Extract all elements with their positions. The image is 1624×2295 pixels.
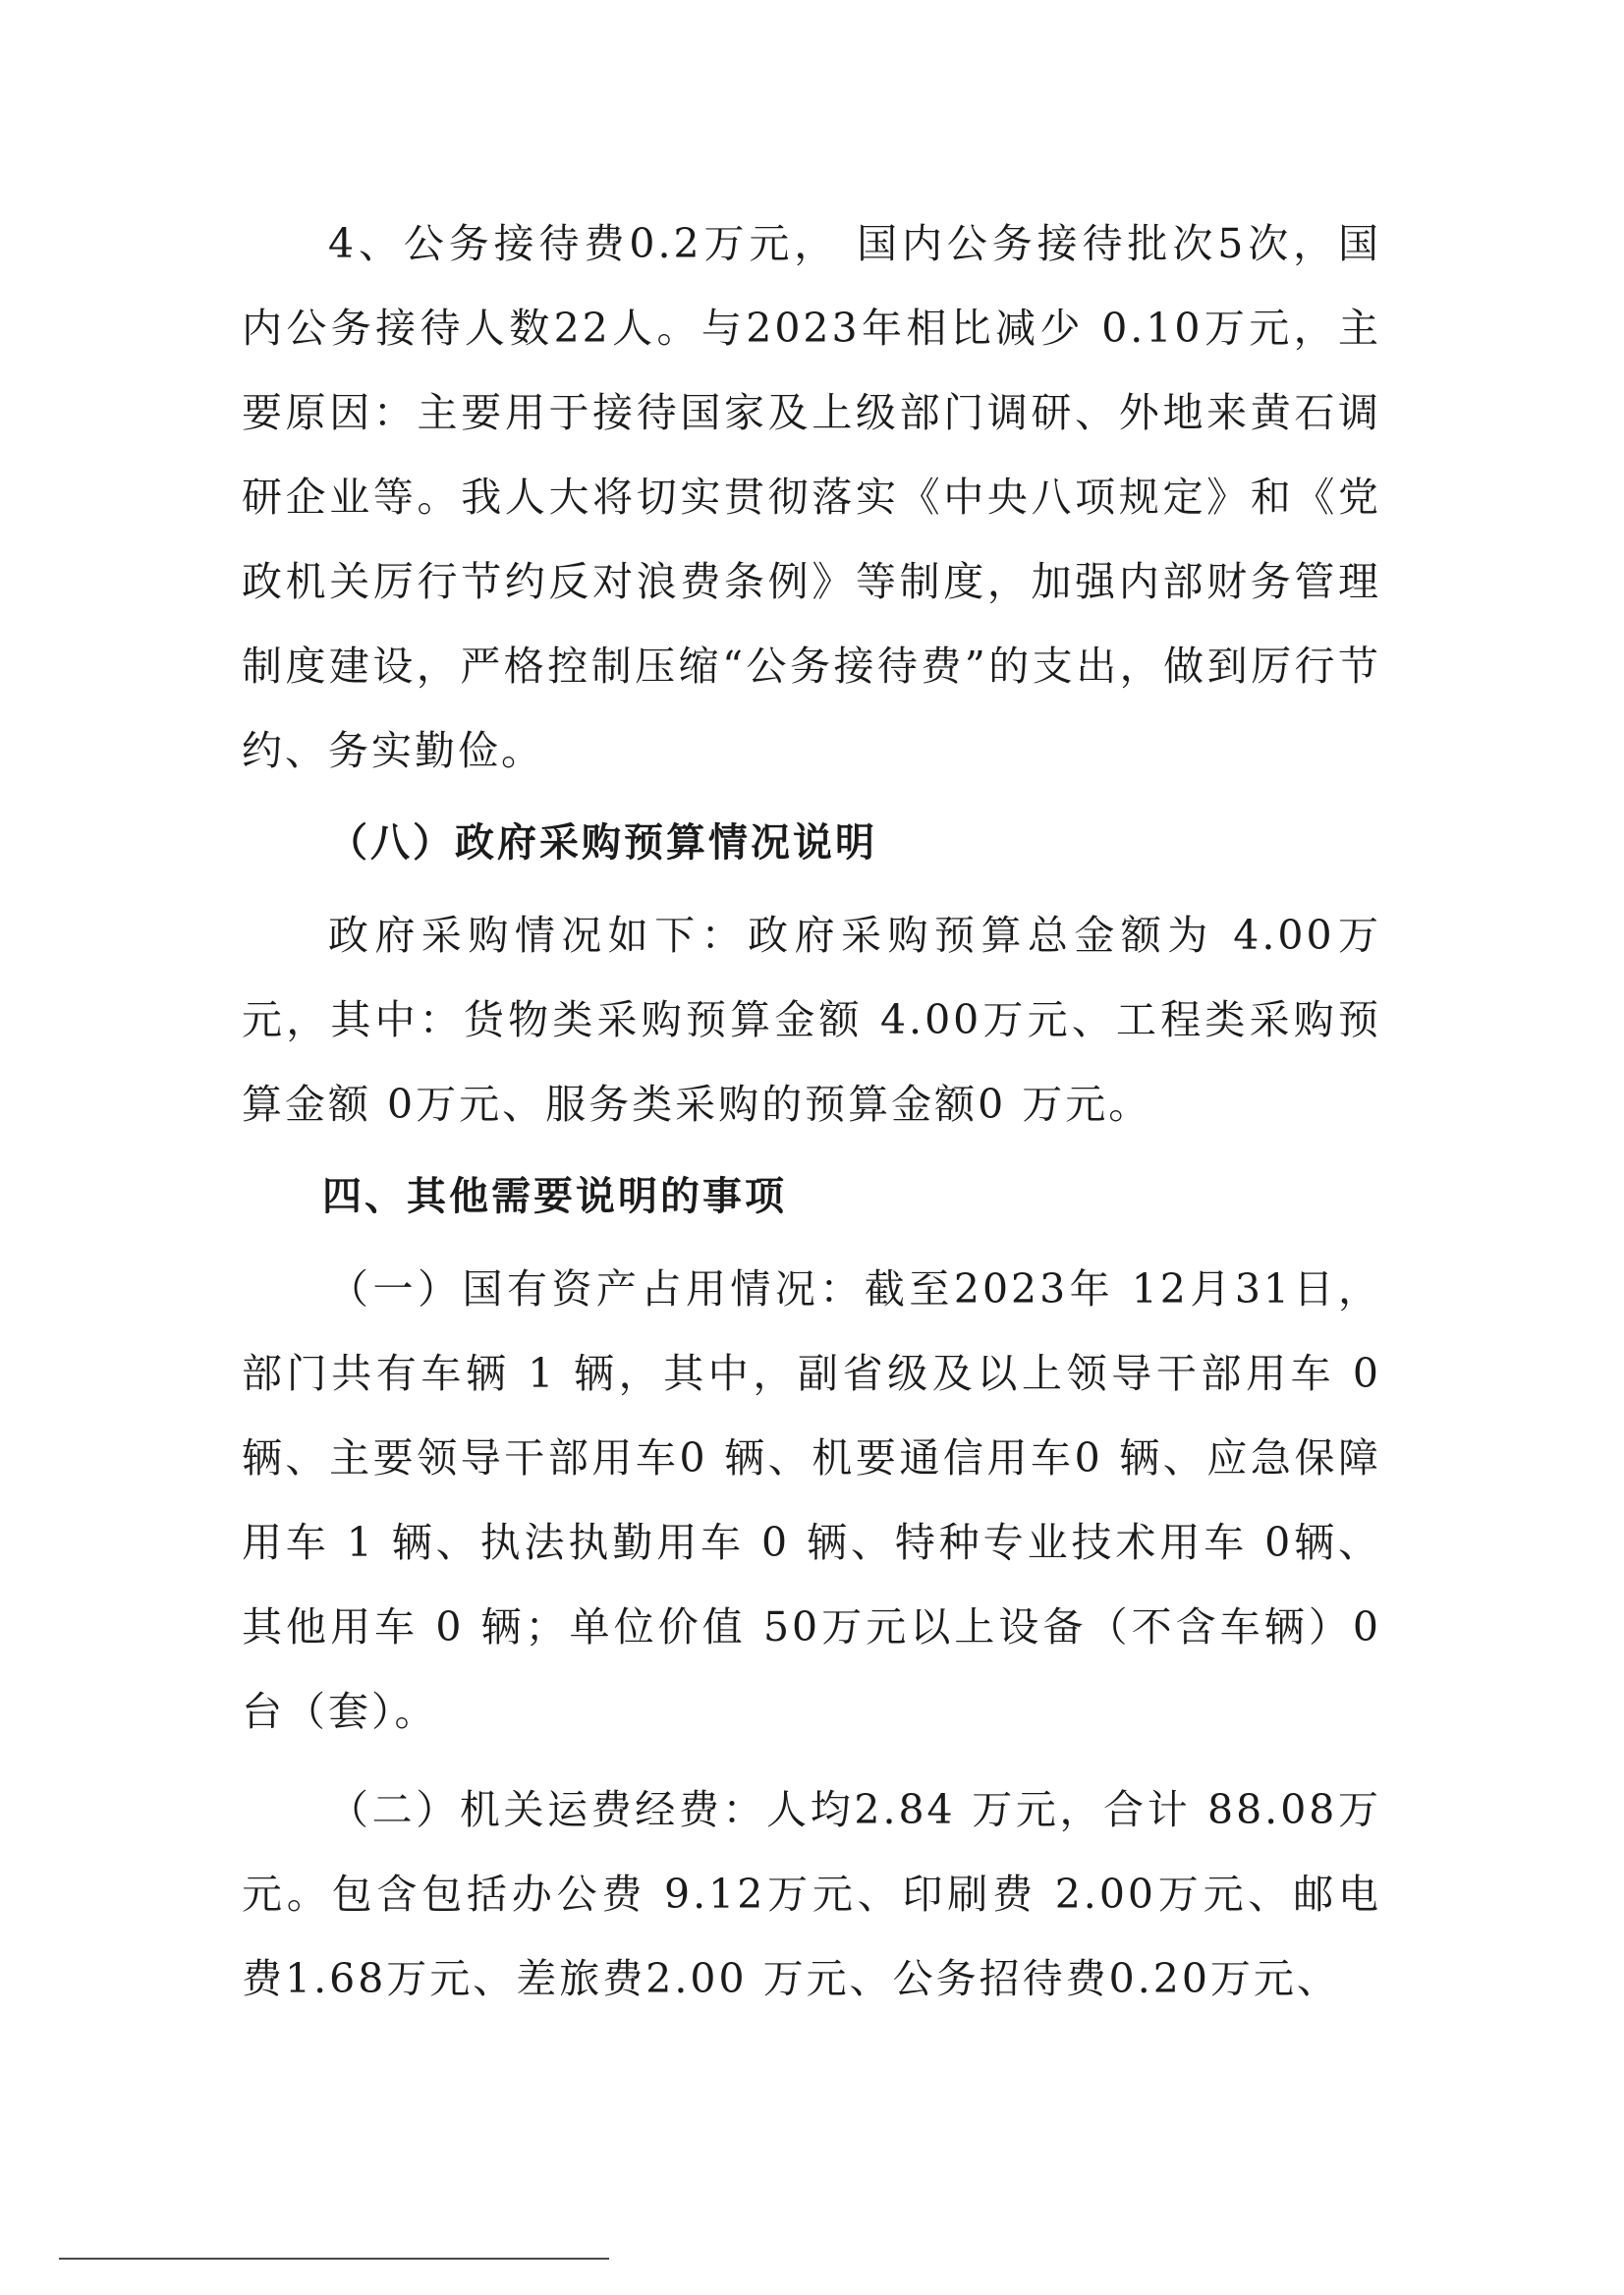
procurement-section-heading: （八）政府采购预算情况说明	[328, 820, 877, 866]
operating-expenses-paragraph: （二）机关运费经费：人均2.84 万元，合计 88.08万元。包含包括办公费 9.12万元、印刷费 2.00万元、邮电费1.68万元、差旅费2.00 万元、公务招待费0.20万元、	[242, 1786, 1381, 2002]
state-assets-paragraph: （一）国有资产占用情况：截至2023年 12月31日，部门共有车辆 1 辆，其中，副省级及以上领导干部用车 0 辆、主要领导干部用车0 辆、机要通信用车0 辆、应急保障用车 1 辆、执法执勤用车 0 辆、特种专业技术用车 0辆、其他用车 0 辆；单位价值 50万元以上设备（不含车辆）0 台（套）。	[242, 1265, 1381, 1735]
document-body	[242, 201, 1381, 2021]
procurement-paragraph: 政府采购情况如下：政府采购预算总金额为 4.00万元，其中：货物类采购预算金额 4.00万元、工程类采购预算金额 0万元、服务类采购的预算金额0 万元。	[242, 912, 1381, 1128]
footer-rule	[59, 2258, 609, 2260]
reception-expense-paragraph: 4、公务接待费0.2万元， 国内公务接待批次5次，国内公务接待人数22人。与2023年相比减少 0.10万元，主要原因：主要用于接待国家及上级部门调研、外地来黄石调研企业等。我人大将切实贯彻落实《中央八项规定》和《党政机关厉行节约反对浪费条例》等制度，加强内部财务管理制度建设，严格控制压缩“公务接待费”的支出，做到厉行节约、务实勤俭。	[242, 220, 1381, 774]
other-matters-heading: 四、其他需要说明的事项	[322, 1174, 787, 1219]
